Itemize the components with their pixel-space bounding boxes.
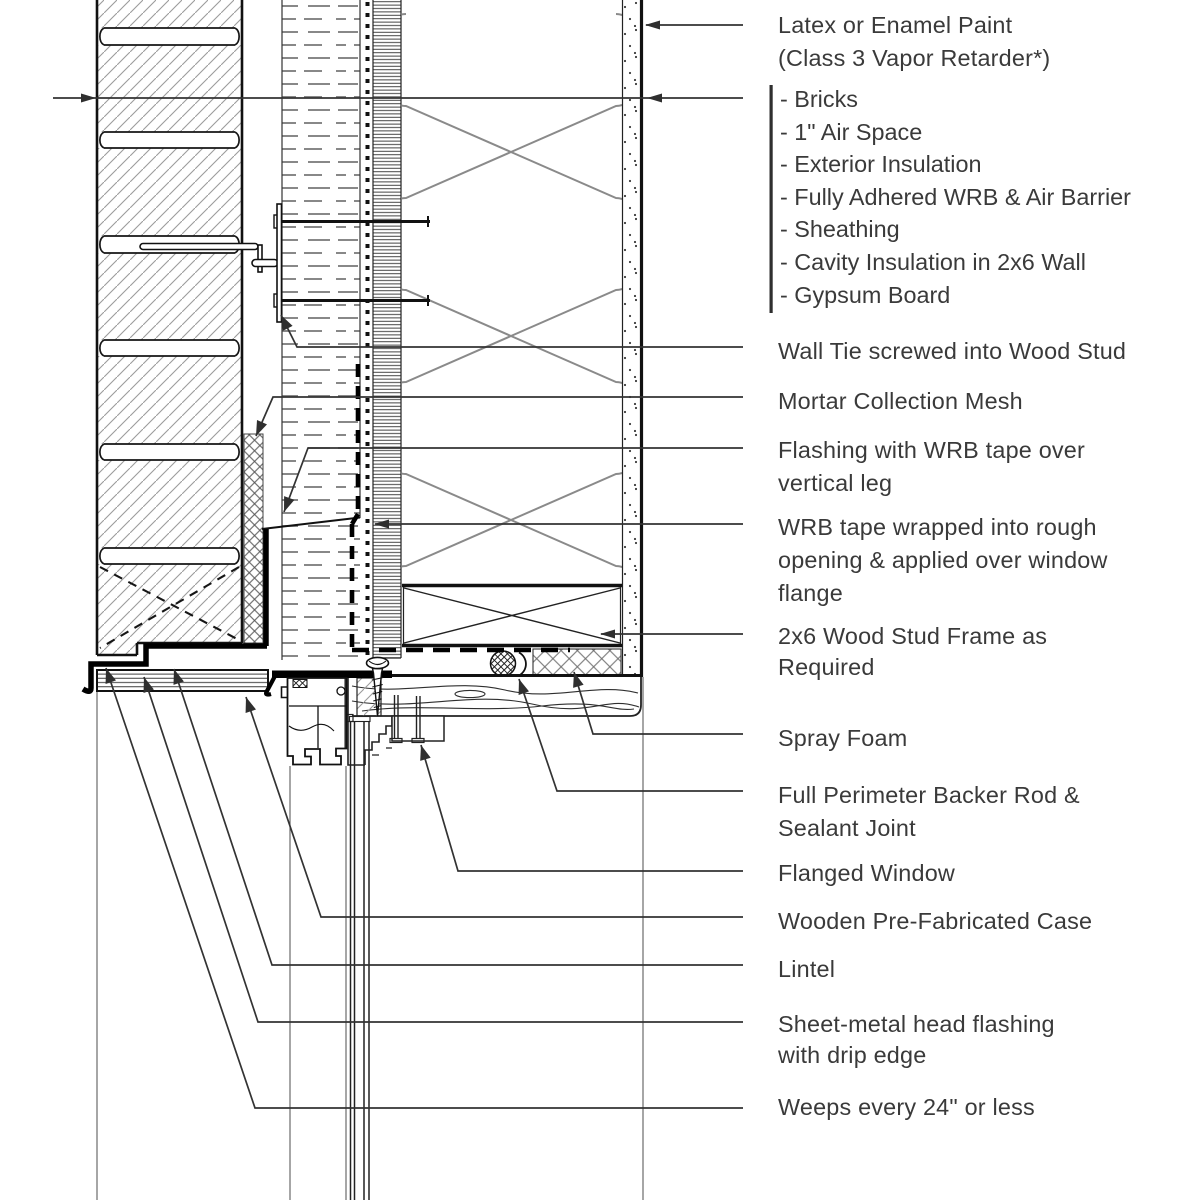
assembly-list-bar bbox=[770, 85, 773, 313]
label-line: Wooden Pre-Fabricated Case bbox=[778, 908, 1093, 934]
label-line: Latex or Enamel Paint bbox=[778, 12, 1013, 38]
tie-plate bbox=[277, 204, 282, 322]
gypsum-board bbox=[623, 0, 642, 677]
label-head-flashing bbox=[778, 1009, 1055, 1071]
label-line: Sheet-metal head flashing bbox=[778, 1011, 1055, 1037]
label-line: Required bbox=[778, 654, 875, 680]
exterior-insulation bbox=[282, 0, 360, 660]
label-mortar-mesh bbox=[778, 385, 1023, 418]
label-line: Spray Foam bbox=[778, 725, 908, 751]
label-line: 2x6 Wood Stud Frame as bbox=[778, 623, 1048, 649]
mortar-collection-mesh bbox=[244, 434, 263, 643]
label-line: Lintel bbox=[778, 956, 836, 982]
leader-flanged-window bbox=[421, 745, 743, 871]
label-line: Flanged Window bbox=[778, 860, 956, 886]
label-backer-rod bbox=[778, 779, 1080, 845]
wood-stud-header bbox=[402, 586, 622, 646]
label-line: Sealant Joint bbox=[778, 815, 916, 841]
leader-backer-rod bbox=[519, 679, 743, 791]
label-line: Flashing with WRB tape over bbox=[778, 437, 1085, 463]
label-stud-frame bbox=[778, 621, 1047, 683]
label-flanged-window bbox=[778, 857, 955, 890]
label-latex-paint bbox=[778, 9, 1050, 75]
leader-lintel bbox=[174, 669, 743, 965]
label-line: Full Perimeter Backer Rod & bbox=[778, 782, 1080, 808]
label-line: Mortar Collection Mesh bbox=[778, 388, 1023, 414]
label-lintel bbox=[778, 953, 835, 986]
label-line: flange bbox=[778, 580, 843, 606]
label-line: opening & applied over window bbox=[778, 547, 1108, 573]
label-line: (Class 3 Vapor Retarder*) bbox=[778, 45, 1051, 71]
sealant-joint-arc bbox=[519, 653, 526, 676]
label-flashing bbox=[778, 434, 1085, 500]
label-line: Weeps every 24" or less bbox=[778, 1094, 1035, 1120]
label-wooden-case bbox=[778, 905, 1092, 938]
label-assembly-list bbox=[780, 83, 1131, 311]
label-wrb-tape bbox=[778, 511, 1108, 610]
glazing-unit bbox=[350, 717, 371, 1200]
spray-foam bbox=[533, 649, 621, 676]
label-line: Wall Tie screwed into Wood Stud bbox=[778, 338, 1127, 364]
list-item: - Fully Adhered WRB & Air Barrier bbox=[780, 183, 1131, 210]
label-spray-foam bbox=[778, 722, 907, 755]
list-item: - Cavity Insulation in 2x6 Wall bbox=[780, 248, 1086, 275]
list-item: - Sheathing bbox=[780, 216, 900, 243]
label-wall-tie bbox=[778, 335, 1126, 368]
projection-lines bbox=[97, 677, 643, 1200]
label-line: WRB tape wrapped into rough bbox=[778, 514, 1097, 540]
window-frame bbox=[282, 678, 347, 765]
label-line: with drip edge bbox=[778, 1042, 927, 1068]
leader-spray-foam bbox=[574, 672, 743, 734]
label-line: vertical leg bbox=[778, 470, 893, 496]
wooden-case bbox=[345, 676, 641, 766]
list-item: - Exterior Insulation bbox=[780, 151, 982, 178]
label-weeps bbox=[778, 1091, 1035, 1124]
list-item: - 1" Air Space bbox=[780, 118, 923, 145]
backer-rod bbox=[491, 651, 516, 676]
list-item: - Bricks bbox=[780, 86, 858, 112]
list-item: - Gypsum Board bbox=[780, 281, 951, 308]
